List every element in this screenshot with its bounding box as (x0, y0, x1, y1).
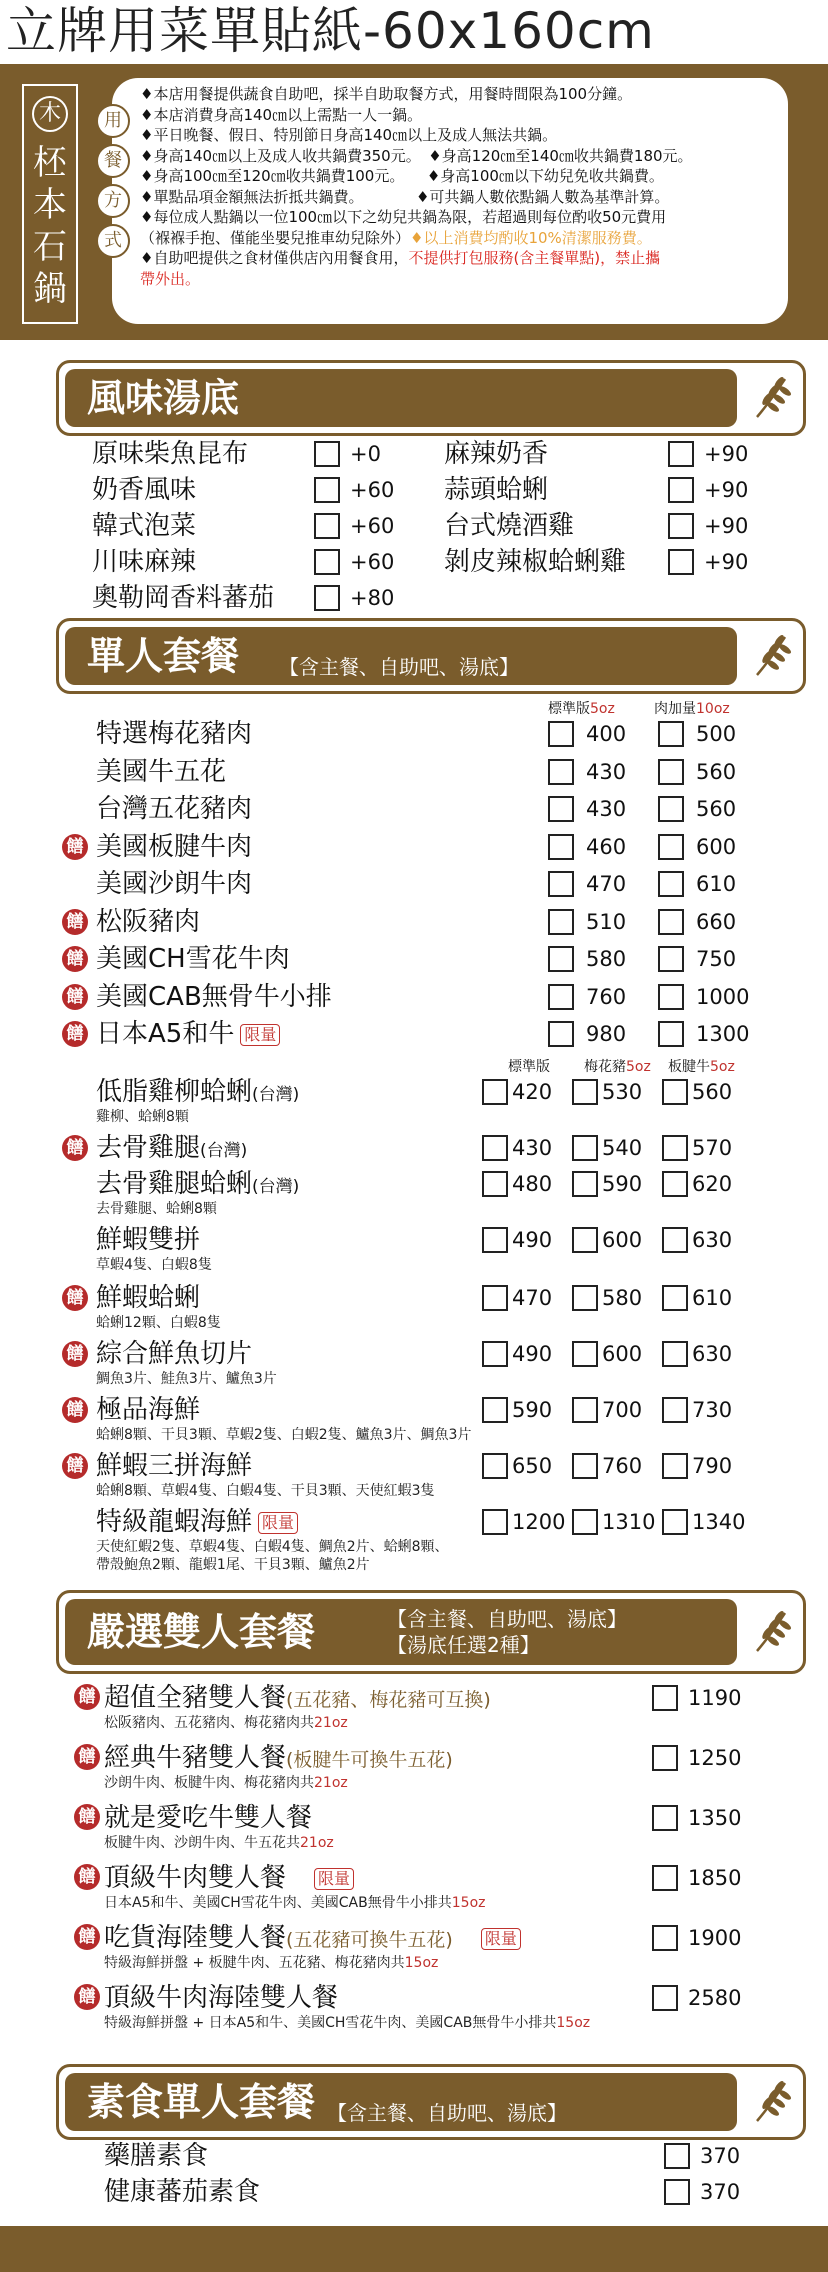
meat-name: 日本A5和牛 限量 (96, 1016, 280, 1052)
soup-price: +60 (350, 478, 395, 502)
meat-price-extra: 500 (696, 722, 737, 746)
badge-icon: 饍 (62, 834, 88, 860)
col-head-beef: 板腱牛5oz (668, 1059, 735, 1075)
checkbox[interactable] (572, 1397, 598, 1423)
meat-price-extra: 1300 (696, 1022, 750, 1046)
col-head-pork: 梅花豬5oz (584, 1059, 651, 1075)
meat-price-standard: 760 (586, 984, 627, 1009)
single-banner (56, 618, 806, 694)
checkbox[interactable] (658, 909, 684, 935)
limited-tag: 限量 (481, 1928, 521, 1950)
rule-line (140, 105, 780, 126)
col-head-std2: 標準版 (508, 1059, 550, 1075)
combo-name: 去骨雞腿(台灣) (96, 1133, 248, 1163)
meat-name: 美國板腱牛肉 (96, 831, 253, 862)
combo-price-pork: 530 (602, 1080, 643, 1104)
checkbox[interactable] (548, 1021, 574, 1047)
meat-price-extra: 560 (696, 759, 737, 784)
circle-logo-icon: 木 (32, 96, 68, 132)
combo-detail: 天使紅蝦2隻、草蝦4隻、白蝦4隻、鯛魚2片、蛤蜊8顆、 (96, 1539, 449, 1555)
checkbox[interactable] (482, 1285, 508, 1311)
meat-price-standard: 460 (586, 834, 627, 859)
veg-title: 素食單人套餐 (87, 2079, 316, 2124)
wheat-icon (749, 631, 795, 677)
soup-price: +90 (704, 514, 749, 538)
combo-price-beef: 1340 (692, 1510, 746, 1534)
combo-detail: 雞柳、蛤蜊8顆 (96, 1109, 189, 1125)
badge-icon: 饍 (74, 1984, 100, 2010)
rule-text: ♦平日晚餐、假日、特別節日身高140㎝以上及成人無法共鍋。 (140, 126, 558, 144)
combo-price-standard: 650 (512, 1454, 553, 1478)
soup-price: +90 (704, 478, 749, 502)
veg-name: 藥膳素食 (104, 2141, 209, 2171)
badge-icon: 饍 (74, 1864, 100, 1890)
combo-price-standard: 1200 (512, 1510, 566, 1534)
combo-price-beef: 620 (692, 1172, 733, 1196)
meat-price-standard: 430 (586, 797, 627, 821)
double-oz: 21oz (314, 1775, 348, 1791)
brand-name: 柸本石鍋 (33, 143, 67, 309)
combo-name: 低脂雞柳蛤蜊(台灣) (96, 1077, 300, 1107)
single-title: 單人套餐 (87, 633, 240, 678)
checkbox[interactable] (548, 759, 574, 785)
checkbox[interactable] (658, 796, 684, 822)
double-price: 1250 (688, 1746, 742, 1770)
double-name: 就是愛吃牛雙人餐 (104, 1803, 313, 1833)
rule-text: （褓褓手抱、僅能坐嬰兒推車幼兒除外） (140, 228, 411, 247)
meat-price-standard: 980 (586, 1022, 627, 1046)
combo-price-standard: 480 (512, 1172, 553, 1196)
wheat-icon (749, 1607, 795, 1653)
meat-price-standard: 580 (586, 947, 627, 971)
rule-text: ♦每位成人點鍋以一位100㎝以下之幼兒共鍋為限，若超過則每位酌收50元費用 (140, 208, 667, 226)
combo-origin: (台灣) (252, 1085, 300, 1105)
checkbox[interactable] (658, 984, 684, 1010)
limited-tag: 限量 (258, 1512, 298, 1534)
soup-title: 風味湯底 (87, 375, 240, 420)
double-detail: 特級海鮮拼盤 + 日本A5和牛、美國CH雪花牛肉、美國CAB無骨牛小排共15oz (104, 2015, 591, 2031)
combo-price-pork: 540 (602, 1136, 643, 1160)
double-detail: 日本A5和牛、美國CH雪花牛肉、美國CAB無骨牛小排共15oz (104, 1895, 486, 1911)
checkbox[interactable] (652, 1985, 678, 2011)
rule-line (140, 228, 780, 249)
checkbox[interactable] (668, 477, 694, 503)
badge-icon: 饍 (62, 1285, 88, 1311)
combo-price-beef: 560 (692, 1080, 733, 1104)
meat-price-extra: 560 (696, 797, 737, 821)
rule-text: ♦身高140㎝以上及成人收共鍋費350元。 ♦身高120㎝至140㎝收共鍋費180元。 (140, 146, 693, 165)
checkbox[interactable] (658, 721, 684, 747)
rule-warning: 不提供打包服務(含主餐單點)，禁止攜 (408, 249, 661, 267)
meat-name: 美國沙朗牛肉 (96, 869, 253, 899)
rule-line (140, 84, 780, 105)
checkbox[interactable] (662, 1285, 688, 1311)
double-oz: 15oz (451, 1895, 486, 1911)
meat-price-standard: 430 (586, 759, 627, 784)
combo-price-beef: 730 (692, 1398, 733, 1422)
soup-price: +60 (350, 514, 395, 538)
badge-icon: 饍 (74, 1684, 100, 1710)
double-price: 1190 (688, 1686, 742, 1710)
rule-line (140, 146, 780, 167)
combo-price-beef: 630 (692, 1342, 733, 1366)
badge-icon: 饍 (74, 1924, 100, 1950)
checkbox[interactable] (482, 1509, 508, 1535)
rules-list (140, 84, 780, 289)
soup-name: 剝皮辣椒蛤蜊雞 (444, 547, 627, 577)
combo-price-beef: 630 (692, 1228, 733, 1252)
soup-name: 奶香風味 (92, 475, 197, 505)
checkbox[interactable] (482, 1453, 508, 1479)
checkbox[interactable] (662, 1453, 688, 1479)
combo-price-standard: 420 (512, 1080, 553, 1104)
soup-name: 麻辣奶香 (444, 439, 549, 469)
checkbox[interactable] (548, 796, 574, 822)
checkbox[interactable] (548, 721, 574, 747)
checkbox[interactable] (314, 477, 340, 503)
double-price: 1350 (688, 1806, 742, 1830)
rule-line (140, 248, 780, 269)
meat-price-standard: 400 (586, 722, 627, 746)
meat-price-extra: 600 (696, 834, 737, 859)
veg-name: 健康蕃茄素食 (104, 2177, 261, 2207)
soup-name: 川味麻辣 (92, 547, 197, 577)
soup-name: 台式燒酒雞 (444, 511, 575, 541)
checkbox[interactable] (482, 1171, 508, 1197)
veg-price: 370 (700, 2144, 741, 2168)
soup-price: +0 (350, 442, 381, 466)
combo-detail: 蛤蜊8顆、草蝦4隻、白蝦4隻、干貝3顆、天使紅蝦3隻 (96, 1483, 435, 1499)
rule-text: ♦單點品項金額無法折抵共鍋費。 ♦可共鍋人數依點鍋人數為基準計算。 (140, 187, 670, 206)
checkbox[interactable] (314, 441, 340, 467)
combo-origin: (台灣) (252, 1177, 300, 1197)
veg-price: 370 (700, 2180, 741, 2204)
double-title: 嚴選雙人套餐 (87, 1609, 316, 1654)
checkbox[interactable] (652, 1805, 678, 1831)
meat-name: 美國CH雪花牛肉 (96, 944, 290, 974)
col-head-standard: 標準版5oz (548, 701, 615, 717)
double-oz: 21oz (300, 1835, 334, 1851)
rule-highlight: ♦以上消費均酌收10%清潔服務費。 (410, 228, 652, 247)
rule-line (140, 187, 780, 208)
combo-price-standard: 470 (512, 1286, 553, 1310)
mid-label-1: 用 (96, 104, 130, 138)
meat-price-standard: 470 (586, 872, 627, 896)
checkbox[interactable] (652, 1865, 678, 1891)
checkbox[interactable] (572, 1079, 598, 1105)
badge-icon: 饍 (62, 946, 88, 972)
soup-name: 原味柴魚昆布 (92, 439, 249, 469)
badge-icon: 饍 (62, 1021, 88, 1047)
checkbox[interactable] (652, 1685, 678, 1711)
rule-text: ♦本店消費身高140㎝以上需點一人一鍋。 (140, 105, 423, 124)
double-oz: 15oz (404, 1955, 439, 1971)
badge-icon: 饍 (62, 909, 88, 935)
combo-price-standard: 490 (512, 1228, 553, 1252)
rule-line (140, 125, 780, 146)
double-detail: 沙朗牛肉、板腱牛肉、梅花豬肉共21oz (104, 1775, 348, 1791)
combo-price-beef: 570 (692, 1136, 733, 1160)
checkbox[interactable] (572, 1135, 598, 1161)
double-oz: 15oz (556, 2015, 591, 2031)
meat-price-standard: 510 (586, 909, 627, 934)
checkbox[interactable] (664, 2179, 690, 2205)
double-note: (五花豬、梅花豬可互換) (286, 1689, 491, 1711)
checkbox[interactable] (658, 759, 684, 785)
double-detail: 板腱牛肉、沙朗牛肉、牛五花共21oz (104, 1835, 334, 1851)
combo-name: 鮮蝦蛤蜊 (96, 1283, 201, 1313)
badge-icon: 饍 (74, 1804, 100, 1830)
combo-origin: (台灣) (200, 1141, 248, 1161)
combo-name: 特級龍蝦海鮮 限量 (96, 1504, 298, 1540)
soup-price: +60 (350, 550, 395, 574)
checkbox[interactable] (662, 1397, 688, 1423)
checkbox[interactable] (662, 1509, 688, 1535)
veg-banner (56, 2064, 806, 2140)
badge-icon: 饍 (74, 1744, 100, 1770)
checkbox[interactable] (662, 1341, 688, 1367)
badge-icon: 饍 (62, 1135, 88, 1161)
double-note: (五花豬可換牛五花) (286, 1929, 453, 1951)
double-detail: 特級海鮮拼盤 + 板腱牛肉、五花豬、梅花豬肉共15oz (104, 1955, 439, 1971)
checkbox[interactable] (662, 1079, 688, 1105)
soup-banner (56, 360, 806, 436)
checkbox[interactable] (482, 1341, 508, 1367)
combo-detail: 蛤蜊12顆、白蝦8隻 (96, 1315, 221, 1331)
checkbox[interactable] (482, 1397, 508, 1423)
soup-price: +80 (350, 586, 395, 610)
combo-price-pork: 1310 (602, 1510, 656, 1534)
combo-detail: 帶殼鮑魚2顆、龍蝦1尾、干貝3顆、鱸魚2片 (96, 1557, 370, 1573)
double-detail: 松阪豬肉、五花豬肉、梅花豬肉共21oz (104, 1715, 348, 1731)
meat-price-extra: 610 (696, 872, 737, 896)
combo-detail: 蛤蜊8顆、干貝3顆、草蝦2隻、白蝦2隻、鱸魚3片、鯛魚3片 (96, 1427, 472, 1443)
combo-price-standard: 590 (512, 1398, 553, 1422)
wheat-icon (749, 373, 795, 419)
bottom-bar (0, 2226, 828, 2272)
rule-text: ♦本店用餐提供蔬食自助吧，採半自助取餐方式，用餐時間限為100分鐘。 (140, 85, 633, 103)
checkbox[interactable] (572, 1285, 598, 1311)
checkbox[interactable] (662, 1135, 688, 1161)
combo-detail: 鯛魚3片、鮭魚3片、鱸魚3片 (96, 1371, 277, 1387)
checkbox[interactable] (652, 1925, 678, 1951)
badge-icon: 饍 (62, 1453, 88, 1479)
checkbox[interactable] (652, 1745, 678, 1771)
checkbox[interactable] (572, 1171, 598, 1197)
combo-price-pork: 600 (602, 1342, 643, 1366)
checkbox[interactable] (658, 946, 684, 972)
meat-price-extra: 660 (696, 909, 737, 934)
soup-name: 奧勒岡香料蕃茄 (92, 583, 275, 613)
checkbox[interactable] (548, 946, 574, 972)
checkbox[interactable] (482, 1135, 508, 1161)
combo-price-beef: 790 (692, 1454, 733, 1478)
checkbox[interactable] (572, 1453, 598, 1479)
combo-price-pork: 580 (602, 1286, 643, 1310)
combo-detail: 草蝦4隻、白蝦8隻 (96, 1257, 212, 1273)
double-name: 經典牛豬雙人餐(板腱牛可換牛五花) (104, 1743, 453, 1773)
meat-name: 特選梅花豬肉 (96, 719, 253, 749)
double-price: 1900 (688, 1926, 742, 1950)
mid-label-2: 餐 (96, 144, 130, 178)
checkbox[interactable] (662, 1227, 688, 1253)
rule-text: ♦自助吧提供之食材僅供店內用餐食用， (140, 249, 409, 267)
combo-price-standard: 430 (512, 1136, 553, 1160)
combo-name: 鮮蝦三拼海鮮 (96, 1451, 253, 1481)
veg-subtitle: 【含主餐、自助吧、湯底】 (327, 2101, 567, 2125)
single-subtitle: 【含主餐、自助吧、湯底】 (279, 655, 519, 679)
checkbox[interactable] (314, 549, 340, 575)
checkbox[interactable] (314, 513, 340, 539)
mid-label-4: 式 (96, 224, 130, 258)
checkbox[interactable] (548, 984, 574, 1010)
double-oz: 21oz (314, 1715, 348, 1731)
badge-icon: 饍 (62, 984, 88, 1010)
wheat-icon (749, 2077, 795, 2123)
checkbox[interactable] (658, 834, 684, 860)
combo-price-pork: 600 (602, 1228, 643, 1252)
double-subtitle-2: 【湯底任選2種】 (387, 1633, 540, 1657)
combo-price-beef: 610 (692, 1286, 733, 1310)
page-title: 立牌用菜單貼紙-60x160cm (6, 2, 655, 60)
meat-price-extra: 750 (696, 947, 737, 971)
limited-tag: 限量 (240, 1024, 280, 1046)
combo-name: 極品海鮮 (96, 1395, 201, 1425)
combo-name: 去骨雞腿蛤蜊(台灣) (96, 1169, 300, 1199)
meat-name: 台灣五花豬肉 (96, 794, 253, 824)
info-panel (0, 64, 828, 340)
brand-logo (22, 84, 78, 324)
checkbox[interactable] (314, 585, 340, 611)
combo-price-standard: 490 (512, 1342, 553, 1366)
checkbox[interactable] (572, 1341, 598, 1367)
checkbox[interactable] (664, 2143, 690, 2169)
meat-name: 松阪豬肉 (96, 906, 201, 937)
mid-label-3: 方 (96, 184, 130, 218)
combo-name: 綜合鮮魚切片 (96, 1339, 253, 1369)
double-name: 超值全豬雙人餐(五花豬、梅花豬可互換) (104, 1683, 491, 1713)
double-name: 頂級牛肉雙人餐 限量 (104, 1860, 354, 1896)
soup-price: +90 (704, 550, 749, 574)
rule-line (140, 207, 780, 228)
combo-price-pork: 760 (602, 1454, 643, 1478)
checkbox[interactable] (662, 1171, 688, 1197)
soup-price: +90 (704, 442, 749, 466)
checkbox[interactable] (658, 1021, 684, 1047)
soup-name: 韓式泡菜 (92, 511, 197, 541)
meat-price-extra: 1000 (696, 984, 750, 1009)
meat-name: 美國CAB無骨牛小排 (96, 981, 332, 1012)
rule-warning: 帶外出。 (140, 269, 201, 288)
col-head-extra: 肉加量10oz (654, 701, 730, 717)
limited-tag: 限量 (314, 1868, 354, 1890)
checkbox[interactable] (668, 441, 694, 467)
double-name: 頂級牛肉海陸雙人餐 (104, 1983, 339, 2013)
combo-price-pork: 700 (602, 1398, 643, 1422)
checkbox[interactable] (482, 1079, 508, 1105)
rule-line (140, 166, 780, 187)
badge-icon: 饍 (62, 1397, 88, 1423)
soup-name: 蒜頭蛤蜊 (444, 475, 549, 505)
checkbox[interactable] (658, 871, 684, 897)
double-price: 2580 (688, 1986, 742, 2010)
rule-line (140, 269, 780, 290)
combo-detail: 去骨雞腿、蛤蜊8顆 (96, 1201, 217, 1217)
combo-name: 鮮蝦雙拼 (96, 1225, 201, 1255)
checkbox[interactable] (482, 1227, 508, 1253)
double-note: (板腱牛可換牛五花) (286, 1749, 453, 1771)
double-subtitle-1: 【含主餐、自助吧、湯底】 (387, 1607, 627, 1631)
meat-name: 美國牛五花 (96, 756, 227, 787)
checkbox[interactable] (668, 513, 694, 539)
double-name: 吃貨海陸雙人餐(五花豬可換牛五花) 限量 (104, 1920, 521, 1958)
combo-price-pork: 590 (602, 1172, 643, 1196)
checkbox[interactable] (548, 871, 574, 897)
double-banner (56, 1590, 806, 1674)
checkbox[interactable] (572, 1227, 598, 1253)
checkbox[interactable] (548, 909, 574, 935)
checkbox[interactable] (548, 834, 574, 860)
double-price: 1850 (688, 1866, 742, 1890)
rule-text: ♦身高100㎝至120㎝收共鍋費100元。 ♦身高100㎝以下幼兒免收共鍋費。 (140, 167, 664, 185)
badge-icon: 饍 (62, 1341, 88, 1367)
checkbox[interactable] (668, 549, 694, 575)
checkbox[interactable] (572, 1509, 598, 1535)
